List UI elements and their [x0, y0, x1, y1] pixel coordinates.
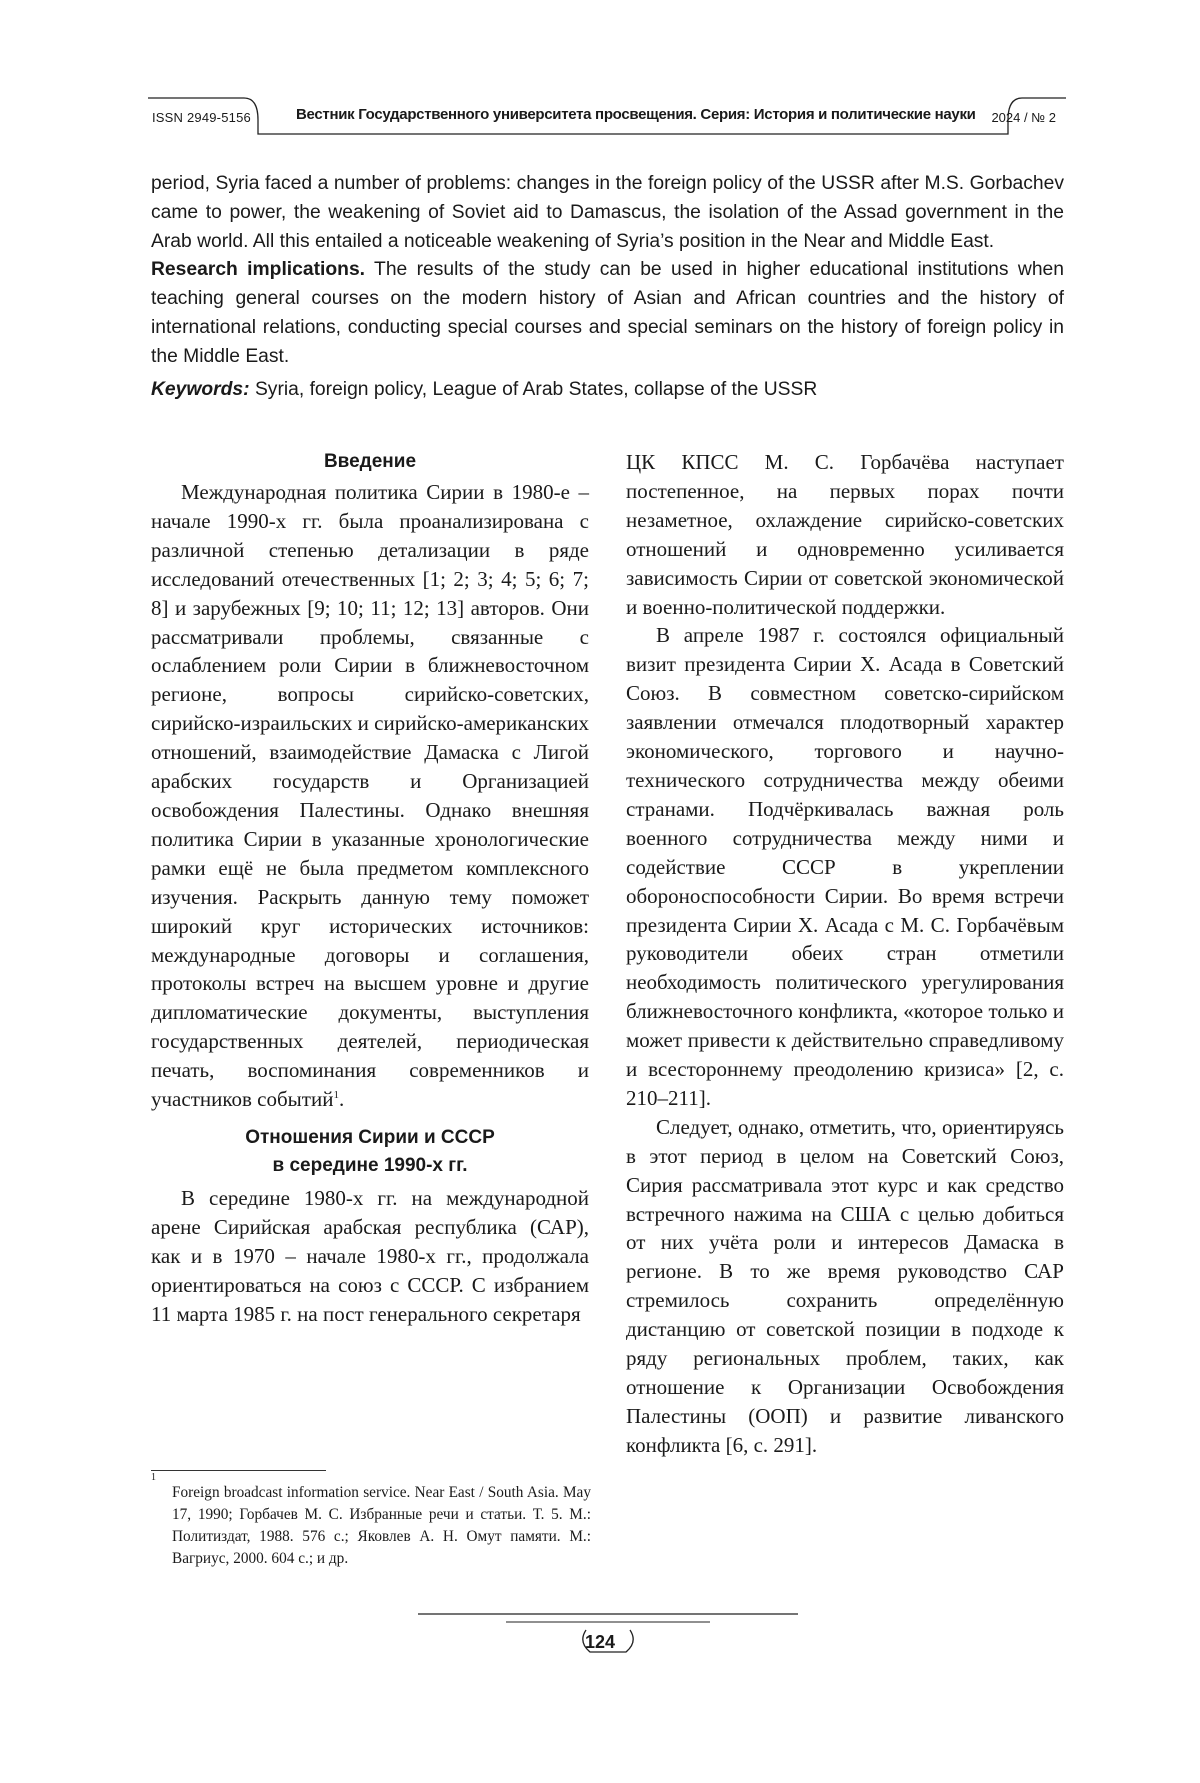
intro-paragraph: [151, 478, 589, 1114]
section-heading-line1: Отношения Сирии и СССР: [245, 1126, 495, 1148]
page-number: 124: [584, 1632, 616, 1652]
abstract-block: [151, 170, 1064, 404]
intro-heading: Введение: [323, 451, 417, 472]
footnote-text: Foreign broadcast information service. Near East / South Asia. May 17, 1990; Горбачев М. С. Избранные речи и статьи. Т. 5. М.: Политиздат, 1988. 576 с.; Яковлев А. Н. Омут памяти. М.: Вагриус, 2000. 604 с.; и др.: [172, 1484, 591, 1567]
section-paragraph: В середине 1980-х гг. на международной арене Сирийская арабская республика (САР), как и в 1970 – начале 1980-х гг., продолжала ориентироваться на союз с СССР. С избранием 11 марта 1985 г. на пост генерального секретаря: [151, 1185, 589, 1326]
header-issn: ISSN 2949-5156: [152, 110, 251, 125]
implications-label: Research implications.: [151, 259, 366, 281]
header-issue: 2024 / № 2: [991, 110, 1056, 125]
left-column: [151, 448, 589, 1328]
header-journal-title: Вестник Государственного университета просвещения. Серия: История и политические науки: [296, 106, 976, 123]
keywords: [151, 376, 1064, 405]
intro-text: Международная политика Сирии в 1980-е – начале 1990-х гг. была проанализирована с различной степенью детализации в ряде исследований отечественных [1; 2; 3; 4; 5; 6; 7; 8] и зарубежных [9; 10; 11; 12; 13] авторов. Они рассматривали проблемы, связанные с ослаблением роли Сирии в ближневосточном регионе, вопросы сирийско-советских, сирийско-израильских и сирийско-американских отношений, взаимодействие Дамаска с Лигой арабских государств и Организацией освобождения Палестины. Однако внешняя политика Сирии в указанные хронологические рамки ещё не была предметом комплексного изучения. Раскрыть данную тему поможет широкий круг исторических источников: международные договоры и соглашения, протоколы встреч на высшем уровне и другие дипломатические документы, выступления государственных деятелей, периодическая печать, воспоминания современников и участников событий: [151, 480, 589, 1112]
abstract-continuation: period, Syria faced a number of problems: changes in the foreign policy of the USSR after M.S. Gorbachev came to power, the weakening of Soviet aid to Damascus, the isolation of the Assad government in the Arab world. All this entailed a noticeable weakening of Syria’s position in the Near and Middle East.: [151, 173, 1064, 252]
right-paragraph-1: ЦК КПСС М. С. Горбачёва наступает постепенное, на первых порах почти незаметное, охлаждение сирийско-советских отношений и одновременно усиливается зависимость Сирии от советской экономической и военно-политической поддержки.: [626, 450, 1064, 619]
research-implications: [151, 256, 1064, 371]
section-heading: [151, 1124, 589, 1180]
footnote-ref: 1: [333, 1089, 339, 1102]
footnote: 1 Foreign broadcast information service. Near East / South Asia. May 17, 1990; Горбачев М. С. Избранные речи и статьи. Т. 5. М.: Политиздат, 1988. 576 с.; Яковлев А. Н. Омут памяти. М.: Вагриус, 2000. 604 с.; и др.: [151, 1482, 591, 1570]
keywords-label: Keywords:: [151, 378, 250, 400]
right-column: [626, 448, 1064, 1460]
running-header: [148, 90, 1066, 136]
section-heading-line2: в середине 1990-х гг.: [272, 1154, 468, 1176]
keywords-text: Syria, foreign policy, League of Arab States, collapse of the USSR: [254, 378, 818, 400]
implications-text: The results of the study can be used in higher educational institutions when teaching general courses on the modern history of Asian and African countries and the history of international relations, conducting special courses and special seminars on the history of foreign policy in the Middle East.: [151, 259, 1064, 367]
right-paragraph-3: Следует, однако, отметить, что, ориентируясь в этот период в целом на Советский Союз, Сирия рассматривала этот курс и как средство встречного нажима на США с целью добиться от них учёта роли и интересов Дамаска в регионе. В то же время руководство САР стремилось сохранить определённую дистанцию от советской позиции в подходе к ряду региональных проблем, таких, как отношение к Организации Освобождения Палестины (ООП) и развитие ливанского конфликта [6, с. 291].: [626, 1114, 1064, 1457]
footnote-rule: [151, 1470, 326, 1471]
right-paragraph-2: В апреле 1987 г. состоялся официальный визит президента Сирии Х. Асада в Советский Союз. В совместном советско-сирийском заявлении отмечался плодотворный характер экономического, торгового и научно-технического сотрудничества между обеими странами. Подчёркивалась важная роль военного сотрудничества между ними и содействие СССР в укреплении обороноспособности Сирии. Во время встречи президента Сирии Х. Асада с М. С. Горбачёвым руководители обеих стран отметили необходимость политического урегулирования ближневосточного конфликта, «которое только и может привести к действительно справедливому и всестороннему преодолению кризиса» [2, с. 210–211].: [626, 623, 1064, 1110]
intro-end: .: [338, 1087, 345, 1112]
